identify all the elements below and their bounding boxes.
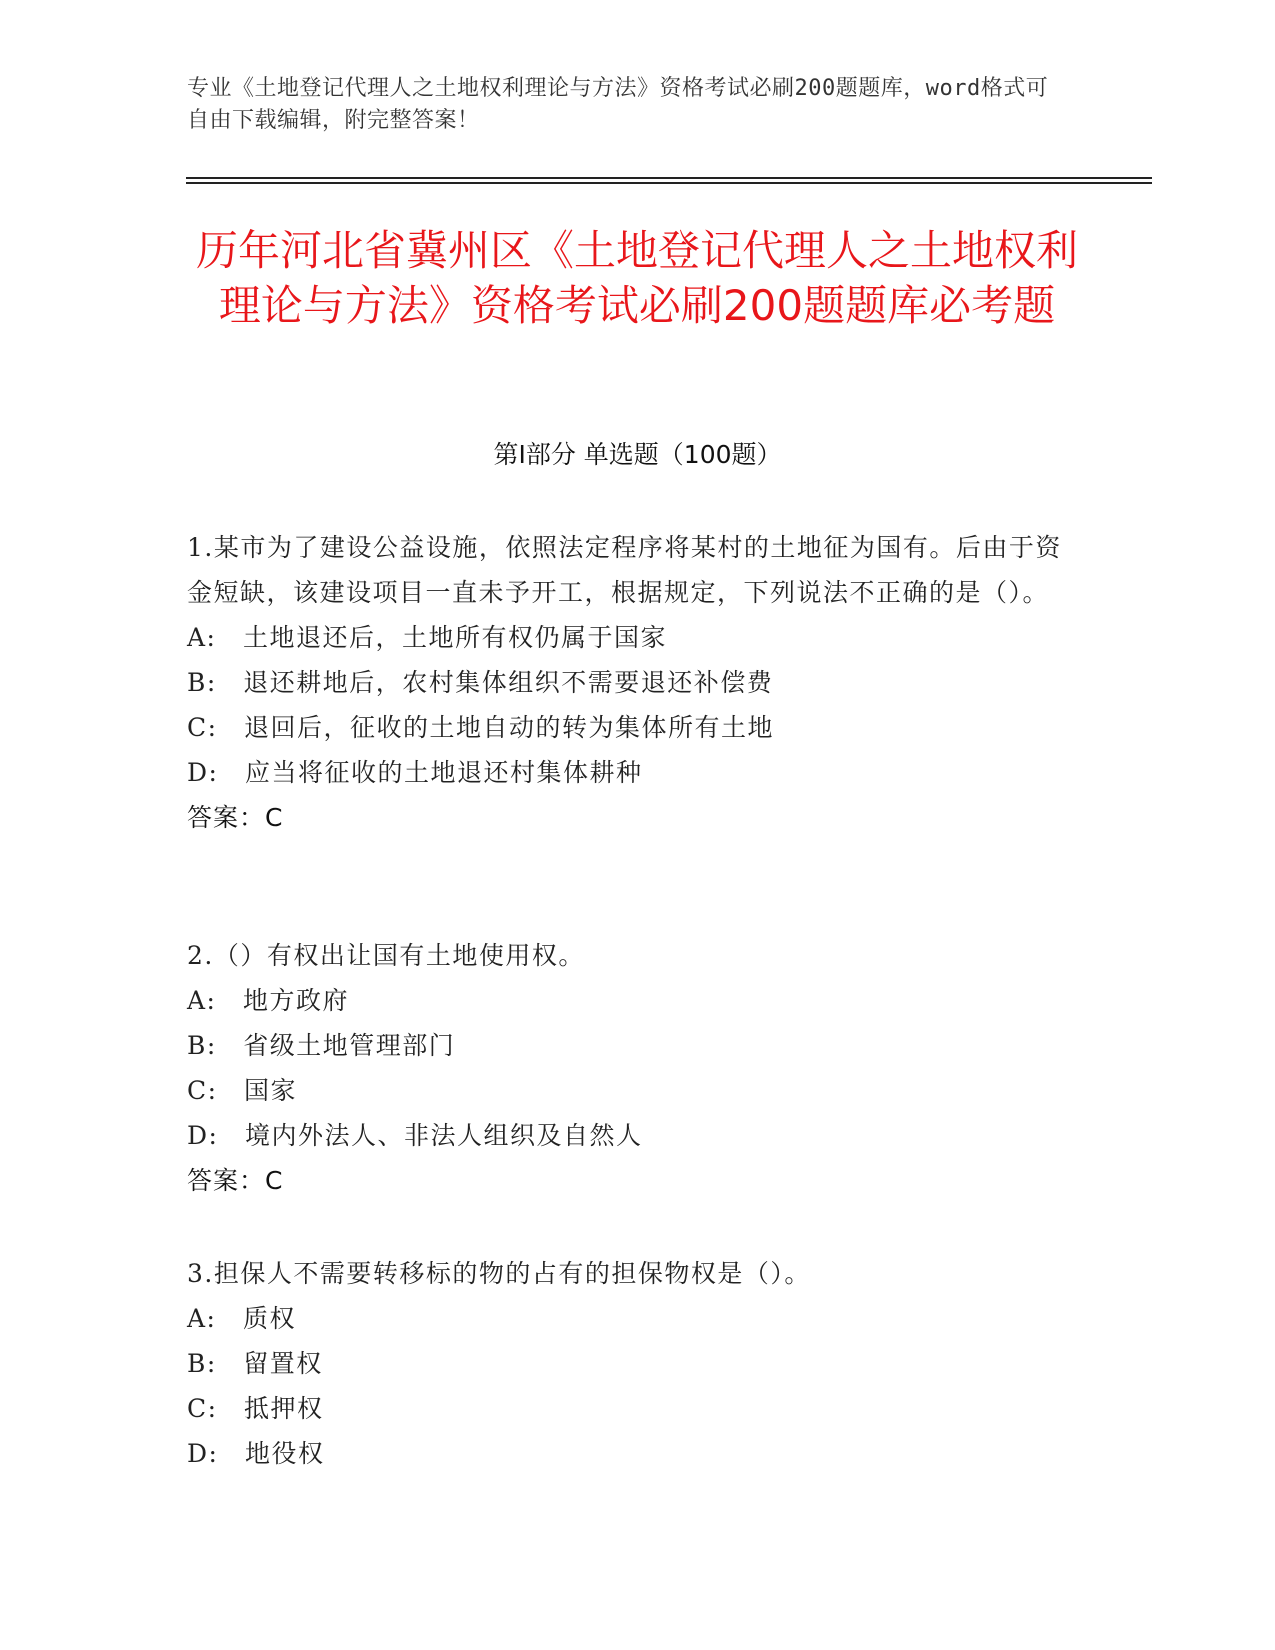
question-1: [187, 525, 1067, 840]
section-title: 第Ⅰ部分 单选题（100题）: [493, 440, 782, 469]
option-a: A: 地方政府: [187, 986, 349, 1015]
document-title: 历年河北省冀州区《土地登记代理人之土地权利理论与方法》资格考试必刷200题题库必考题: [195, 226, 1078, 330]
option-a: A: 土地退还后，土地所有权仍属于国家: [187, 623, 667, 652]
option-b: B: 退还耕地后，农村集体组织不需要退还补偿费: [187, 668, 774, 697]
question-answer: 答案：C: [187, 803, 284, 832]
header-divider-top: [186, 177, 1152, 179]
option-d: D: 地役权: [187, 1439, 325, 1468]
option-d: D: 境内外法人、非法人组织及自然人: [187, 1121, 643, 1150]
option-c: C: 抵押权: [187, 1394, 324, 1423]
question-stem: 2.（）有权出让国有土地使用权。: [187, 941, 585, 970]
question-answer: 答案：C: [187, 1166, 284, 1195]
question-stem: 3.担保人不需要转移标的物的占有的担保物权是（）。: [187, 1259, 811, 1288]
option-c: C: 国家: [187, 1076, 298, 1105]
question-stem: 1.某市为了建设公益设施，依照法定程序将某村的土地征为国有。后由于资金短缺，该建设项目一直未予开工，根据规定，下列说法不正确的是（）。: [187, 533, 1062, 607]
option-c: C: 退回后，征收的土地自动的转为集体所有土地: [187, 713, 775, 742]
option-b: B: 省级土地管理部门: [187, 1031, 456, 1060]
question-3: [187, 1251, 1067, 1476]
header-note: 专业《土地登记代理人之土地权利理论与方法》资格考试必刷200题题库，word格式可自由下载编辑，附完整答案！: [187, 76, 1049, 133]
question-2: [187, 933, 1067, 1203]
option-d: D: 应当将征收的土地退还村集体耕种: [187, 758, 643, 787]
header-divider-bottom: [186, 182, 1152, 184]
option-b: B: 留置权: [187, 1349, 323, 1378]
option-a: A: 质权: [187, 1304, 296, 1333]
